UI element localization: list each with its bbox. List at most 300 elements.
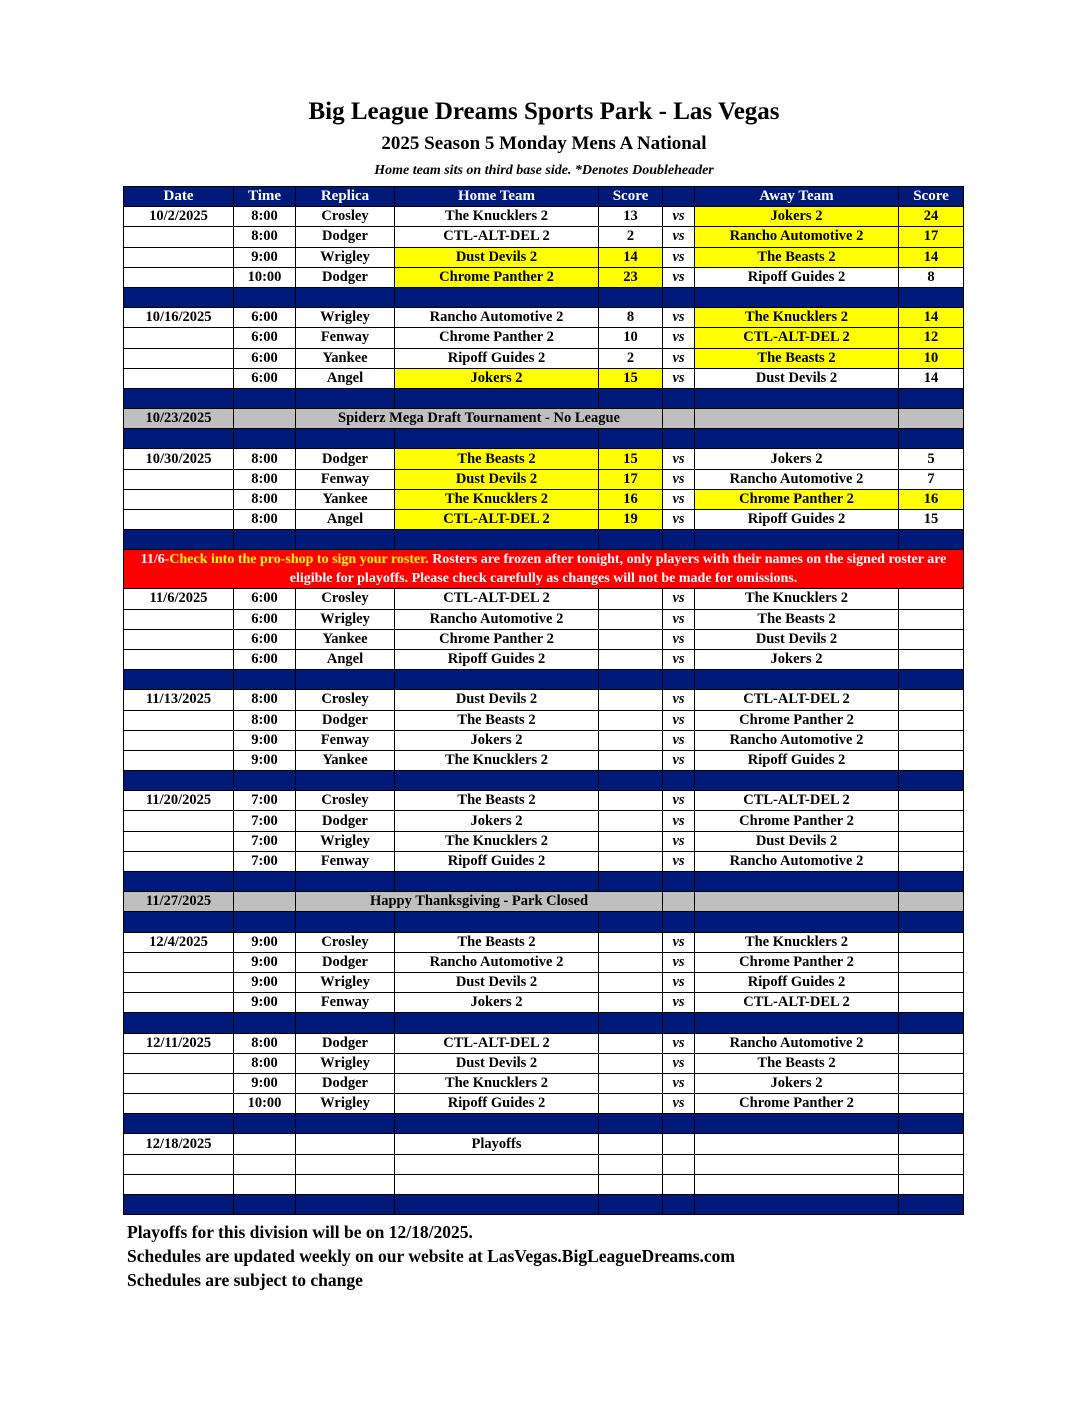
home-score: 13 xyxy=(599,207,663,227)
game-date xyxy=(124,952,234,972)
away-team: Chrome Panther 2 xyxy=(695,489,899,509)
game-date: 10/30/2025 xyxy=(124,449,234,469)
home-team: Ripoff Guides 2 xyxy=(395,649,599,669)
game-date: 10/16/2025 xyxy=(124,308,234,328)
game-date xyxy=(124,348,234,368)
game-time: 6:00 xyxy=(234,589,296,609)
game-row xyxy=(124,348,964,368)
game-row xyxy=(124,227,964,247)
game-row xyxy=(124,1053,964,1073)
game-time: 9:00 xyxy=(234,730,296,750)
game-replica: Fenway xyxy=(296,730,395,750)
game-replica: Dodger xyxy=(296,710,395,730)
game-row xyxy=(124,831,964,851)
closed-text: Spiderz Mega Draft Tournament - No League xyxy=(296,409,663,429)
vs-label: vs xyxy=(663,589,695,609)
game-row xyxy=(124,690,964,710)
separator-row xyxy=(124,1013,964,1033)
home-score xyxy=(599,690,663,710)
separator-cell xyxy=(296,429,395,449)
game-replica: Fenway xyxy=(296,469,395,489)
separator-cell xyxy=(599,388,663,408)
away-score: 16 xyxy=(899,489,964,509)
playoffs-blank xyxy=(296,1134,395,1154)
separator-row xyxy=(124,670,964,690)
separator-row xyxy=(124,1195,964,1215)
away-team: Ripoff Guides 2 xyxy=(695,267,899,287)
separator-cell xyxy=(599,1013,663,1033)
vs-label: vs xyxy=(663,1053,695,1073)
away-team: Chrome Panther 2 xyxy=(695,710,899,730)
separator-cell xyxy=(234,912,296,932)
notice-highlight: Check into the pro-shop to sign your roster. xyxy=(169,552,429,568)
game-replica: Yankee xyxy=(296,348,395,368)
away-team: Chrome Panther 2 xyxy=(695,952,899,972)
vs-label: vs xyxy=(663,1033,695,1053)
separator-cell xyxy=(899,1195,964,1215)
playoffs-label: Playoffs xyxy=(395,1134,599,1154)
closed-blank xyxy=(663,892,695,912)
game-replica: Wrigley xyxy=(296,1094,395,1114)
vs-label: vs xyxy=(663,972,695,992)
away-score: 14 xyxy=(899,368,964,388)
away-score: 10 xyxy=(899,348,964,368)
separator-cell xyxy=(899,872,964,892)
home-score: 19 xyxy=(599,510,663,530)
game-time: 9:00 xyxy=(234,952,296,972)
separator-cell xyxy=(663,670,695,690)
separator-cell xyxy=(695,1013,899,1033)
separator-cell xyxy=(395,287,599,307)
game-replica: Dodger xyxy=(296,267,395,287)
home-team: Ripoff Guides 2 xyxy=(395,1094,599,1114)
game-row xyxy=(124,267,964,287)
away-team: Rancho Automotive 2 xyxy=(695,730,899,750)
home-team: The Beasts 2 xyxy=(395,449,599,469)
separator-cell xyxy=(899,1114,964,1134)
separator-row xyxy=(124,771,964,791)
separator-cell xyxy=(234,287,296,307)
game-time: 6:00 xyxy=(234,348,296,368)
separator-cell xyxy=(124,771,234,791)
away-team: Chrome Panther 2 xyxy=(695,811,899,831)
separator-cell xyxy=(695,771,899,791)
separator-cell xyxy=(695,1195,899,1215)
separator-cell xyxy=(234,1114,296,1134)
home-score xyxy=(599,972,663,992)
home-score xyxy=(599,932,663,952)
separator-row xyxy=(124,429,964,449)
game-time: 9:00 xyxy=(234,972,296,992)
vs-label: vs xyxy=(663,811,695,831)
empty-cell xyxy=(234,1154,296,1174)
home-team: The Knucklers 2 xyxy=(395,1073,599,1093)
game-time: 8:00 xyxy=(234,469,296,489)
home-score: 14 xyxy=(599,247,663,267)
game-row xyxy=(124,730,964,750)
playoffs-blank xyxy=(234,1134,296,1154)
game-date xyxy=(124,831,234,851)
empty-cell xyxy=(124,1174,234,1194)
empty-cell xyxy=(296,1174,395,1194)
home-score xyxy=(599,791,663,811)
game-replica: Yankee xyxy=(296,750,395,770)
game-row xyxy=(124,207,964,227)
game-row xyxy=(124,1073,964,1093)
home-team: Dust Devils 2 xyxy=(395,1053,599,1073)
separator-cell xyxy=(599,530,663,550)
vs-label: vs xyxy=(663,629,695,649)
game-row xyxy=(124,851,964,871)
empty-cell xyxy=(395,1174,599,1194)
game-time: 7:00 xyxy=(234,831,296,851)
roster-notice-row xyxy=(124,550,964,589)
separator-cell xyxy=(663,530,695,550)
vs-label: vs xyxy=(663,489,695,509)
separator-cell xyxy=(296,1114,395,1134)
home-score: 15 xyxy=(599,368,663,388)
separator-cell xyxy=(599,872,663,892)
home-team: Ripoff Guides 2 xyxy=(395,348,599,368)
vs-label: vs xyxy=(663,227,695,247)
separator-cell xyxy=(234,1013,296,1033)
home-team: Chrome Panther 2 xyxy=(395,267,599,287)
home-team: Dust Devils 2 xyxy=(395,690,599,710)
separator-cell xyxy=(695,388,899,408)
home-team: CTL-ALT-DEL 2 xyxy=(395,510,599,530)
separator-cell xyxy=(234,388,296,408)
game-row xyxy=(124,710,964,730)
separator-cell xyxy=(663,287,695,307)
game-row xyxy=(124,489,964,509)
vs-label: vs xyxy=(663,469,695,489)
separator-cell xyxy=(599,287,663,307)
game-replica: Angel xyxy=(296,368,395,388)
away-team: Ripoff Guides 2 xyxy=(695,510,899,530)
game-date xyxy=(124,247,234,267)
separator-cell xyxy=(124,1013,234,1033)
away-score xyxy=(899,690,964,710)
game-replica: Fenway xyxy=(296,851,395,871)
home-team: Dust Devils 2 xyxy=(395,469,599,489)
away-score xyxy=(899,972,964,992)
closed-text: Happy Thanksgiving - Park Closed xyxy=(296,892,663,912)
separator-cell xyxy=(234,771,296,791)
game-date: 10/2/2025 xyxy=(124,207,234,227)
playoffs-blank xyxy=(663,1134,695,1154)
separator-cell xyxy=(124,1114,234,1134)
closed-blank xyxy=(695,892,899,912)
game-row xyxy=(124,791,964,811)
separator-cell xyxy=(695,670,899,690)
empty-cell xyxy=(899,1174,964,1194)
away-score xyxy=(899,811,964,831)
game-row xyxy=(124,811,964,831)
away-team: Rancho Automotive 2 xyxy=(695,227,899,247)
vs-label: vs xyxy=(663,449,695,469)
separator-cell xyxy=(695,1114,899,1134)
game-date xyxy=(124,267,234,287)
away-score: 12 xyxy=(899,328,964,348)
empty-cell xyxy=(695,1174,899,1194)
away-score: 24 xyxy=(899,207,964,227)
notice-date: 11/6- xyxy=(140,552,170,568)
vs-label: vs xyxy=(663,831,695,851)
game-row xyxy=(124,609,964,629)
home-team: CTL-ALT-DEL 2 xyxy=(395,227,599,247)
vs-label: vs xyxy=(663,348,695,368)
game-date xyxy=(124,227,234,247)
away-team: The Beasts 2 xyxy=(695,348,899,368)
away-team: Jokers 2 xyxy=(695,1073,899,1093)
vs-label: vs xyxy=(663,952,695,972)
empty-cell xyxy=(124,1154,234,1174)
col-away-team: Away Team xyxy=(695,187,899,207)
separator-row xyxy=(124,388,964,408)
away-score xyxy=(899,629,964,649)
away-team: Ripoff Guides 2 xyxy=(695,972,899,992)
home-score xyxy=(599,730,663,750)
home-score xyxy=(599,1053,663,1073)
home-score: 2 xyxy=(599,348,663,368)
separator-cell xyxy=(234,872,296,892)
game-date xyxy=(124,811,234,831)
game-replica: Wrigley xyxy=(296,831,395,851)
game-time: 8:00 xyxy=(234,227,296,247)
home-score xyxy=(599,1033,663,1053)
game-replica: Crosley xyxy=(296,690,395,710)
game-time: 6:00 xyxy=(234,629,296,649)
closed-blank xyxy=(234,409,296,429)
game-date xyxy=(124,469,234,489)
game-time: 6:00 xyxy=(234,308,296,328)
vs-label: vs xyxy=(663,1073,695,1093)
separator-cell xyxy=(899,530,964,550)
separator-cell xyxy=(296,872,395,892)
separator-cell xyxy=(395,912,599,932)
closed-date: 11/27/2025 xyxy=(124,892,234,912)
game-replica: Yankee xyxy=(296,629,395,649)
away-team: The Knucklers 2 xyxy=(695,589,899,609)
closed-blank xyxy=(663,409,695,429)
separator-row xyxy=(124,1114,964,1134)
playoffs-blank xyxy=(599,1134,663,1154)
separator-cell xyxy=(124,1195,234,1215)
home-team: CTL-ALT-DEL 2 xyxy=(395,589,599,609)
separator-cell xyxy=(124,872,234,892)
vs-label: vs xyxy=(663,510,695,530)
separator-cell xyxy=(899,912,964,932)
away-team: The Beasts 2 xyxy=(695,247,899,267)
vs-label: vs xyxy=(663,308,695,328)
game-replica: Fenway xyxy=(296,993,395,1013)
vs-label: vs xyxy=(663,993,695,1013)
separator-cell xyxy=(695,287,899,307)
home-team: Rancho Automotive 2 xyxy=(395,308,599,328)
home-score: 10 xyxy=(599,328,663,348)
playoffs-row xyxy=(124,1134,964,1154)
closed-blank xyxy=(899,892,964,912)
away-score xyxy=(899,1073,964,1093)
separator-cell xyxy=(296,388,395,408)
game-date xyxy=(124,328,234,348)
home-team: Dust Devils 2 xyxy=(395,972,599,992)
separator-cell xyxy=(663,912,695,932)
game-replica: Wrigley xyxy=(296,609,395,629)
separator-cell xyxy=(124,912,234,932)
away-score xyxy=(899,730,964,750)
home-team: Ripoff Guides 2 xyxy=(395,851,599,871)
separator-cell xyxy=(395,1114,599,1134)
separator-cell xyxy=(395,388,599,408)
game-time: 10:00 xyxy=(234,1094,296,1114)
separator-row xyxy=(124,287,964,307)
empty-cell xyxy=(395,1154,599,1174)
home-team: Jokers 2 xyxy=(395,368,599,388)
game-time: 8:00 xyxy=(234,690,296,710)
home-score xyxy=(599,609,663,629)
away-team: The Knucklers 2 xyxy=(695,932,899,952)
separator-cell xyxy=(124,530,234,550)
home-team: Dust Devils 2 xyxy=(395,247,599,267)
separator-cell xyxy=(663,388,695,408)
vs-label: vs xyxy=(663,267,695,287)
separator-cell xyxy=(395,670,599,690)
away-score xyxy=(899,952,964,972)
playoffs-blank xyxy=(899,1134,964,1154)
home-score: 23 xyxy=(599,267,663,287)
empty-cell xyxy=(599,1154,663,1174)
vs-label: vs xyxy=(663,649,695,669)
game-replica: Crosley xyxy=(296,589,395,609)
separator-cell xyxy=(395,771,599,791)
home-score xyxy=(599,649,663,669)
home-team: The Beasts 2 xyxy=(395,932,599,952)
closed-blank xyxy=(234,892,296,912)
game-date xyxy=(124,368,234,388)
empty-cell xyxy=(599,1174,663,1194)
home-team: The Knucklers 2 xyxy=(395,750,599,770)
separator-cell xyxy=(899,388,964,408)
separator-cell xyxy=(599,912,663,932)
separator-cell xyxy=(124,670,234,690)
game-time: 6:00 xyxy=(234,609,296,629)
game-replica: Dodger xyxy=(296,1033,395,1053)
home-score xyxy=(599,993,663,1013)
home-team: The Beasts 2 xyxy=(395,710,599,730)
game-time: 8:00 xyxy=(234,510,296,530)
game-replica: Dodger xyxy=(296,227,395,247)
empty-cell xyxy=(663,1154,695,1174)
playoffs-date: 12/18/2025 xyxy=(124,1134,234,1154)
footer-playoffs-note: Playoffs for this division will be on 12/18/2025. xyxy=(127,1222,473,1242)
game-row xyxy=(124,308,964,328)
game-replica: Fenway xyxy=(296,328,395,348)
separator-cell xyxy=(599,1195,663,1215)
separator-cell xyxy=(296,912,395,932)
away-score: 8 xyxy=(899,267,964,287)
col-home-team: Home Team xyxy=(395,187,599,207)
game-replica: Angel xyxy=(296,510,395,530)
game-date: 11/20/2025 xyxy=(124,791,234,811)
away-score xyxy=(899,993,964,1013)
away-score xyxy=(899,932,964,952)
col-time: Time xyxy=(234,187,296,207)
away-team: Dust Devils 2 xyxy=(695,368,899,388)
away-team: The Beasts 2 xyxy=(695,1053,899,1073)
game-date xyxy=(124,851,234,871)
game-date xyxy=(124,1053,234,1073)
game-time: 6:00 xyxy=(234,368,296,388)
separator-cell xyxy=(695,530,899,550)
notice-text: Rosters are frozen after tonight, only players with their names on the signed roster are eligible for playoffs. Please check carefully as changes will not be made for omissions. xyxy=(289,552,947,587)
home-team: CTL-ALT-DEL 2 xyxy=(395,1033,599,1053)
game-date xyxy=(124,750,234,770)
away-score xyxy=(899,750,964,770)
home-score: 17 xyxy=(599,469,663,489)
separator-cell xyxy=(663,872,695,892)
away-team: CTL-ALT-DEL 2 xyxy=(695,993,899,1013)
separator-cell xyxy=(296,287,395,307)
home-score xyxy=(599,952,663,972)
game-row xyxy=(124,247,964,267)
game-time: 9:00 xyxy=(234,993,296,1013)
game-row xyxy=(124,750,964,770)
game-time: 9:00 xyxy=(234,1073,296,1093)
separator-cell xyxy=(124,388,234,408)
away-score: 15 xyxy=(899,510,964,530)
page-title: Big League Dreams Sports Park - Las Vegas xyxy=(308,98,780,125)
home-team: Jokers 2 xyxy=(395,730,599,750)
separator-cell xyxy=(663,429,695,449)
separator-cell xyxy=(234,429,296,449)
game-date: 11/6/2025 xyxy=(124,589,234,609)
col-away-score: Score xyxy=(899,187,964,207)
vs-label: vs xyxy=(663,932,695,952)
separator-row xyxy=(124,530,964,550)
footer-change-note: Schedules are subject to change xyxy=(127,1270,363,1290)
away-score xyxy=(899,589,964,609)
empty-cell xyxy=(663,1174,695,1194)
away-score xyxy=(899,1053,964,1073)
game-date: 11/13/2025 xyxy=(124,690,234,710)
separator-cell xyxy=(599,429,663,449)
game-date xyxy=(124,972,234,992)
game-date xyxy=(124,489,234,509)
away-score: 14 xyxy=(899,308,964,328)
separator-cell xyxy=(124,429,234,449)
game-time: 8:00 xyxy=(234,1053,296,1073)
closed-week-row xyxy=(124,409,964,429)
separator-cell xyxy=(899,1013,964,1033)
away-team: CTL-ALT-DEL 2 xyxy=(695,690,899,710)
away-team: Rancho Automotive 2 xyxy=(695,469,899,489)
away-team: The Beasts 2 xyxy=(695,609,899,629)
game-time: 8:00 xyxy=(234,207,296,227)
separator-cell xyxy=(234,670,296,690)
vs-label: vs xyxy=(663,750,695,770)
game-time: 9:00 xyxy=(234,932,296,952)
game-date xyxy=(124,710,234,730)
home-score: 2 xyxy=(599,227,663,247)
col-home-score: Score xyxy=(599,187,663,207)
away-score: 5 xyxy=(899,449,964,469)
vs-label: vs xyxy=(663,1094,695,1114)
game-replica: Wrigley xyxy=(296,972,395,992)
separator-cell xyxy=(695,912,899,932)
game-date xyxy=(124,649,234,669)
away-score xyxy=(899,1094,964,1114)
